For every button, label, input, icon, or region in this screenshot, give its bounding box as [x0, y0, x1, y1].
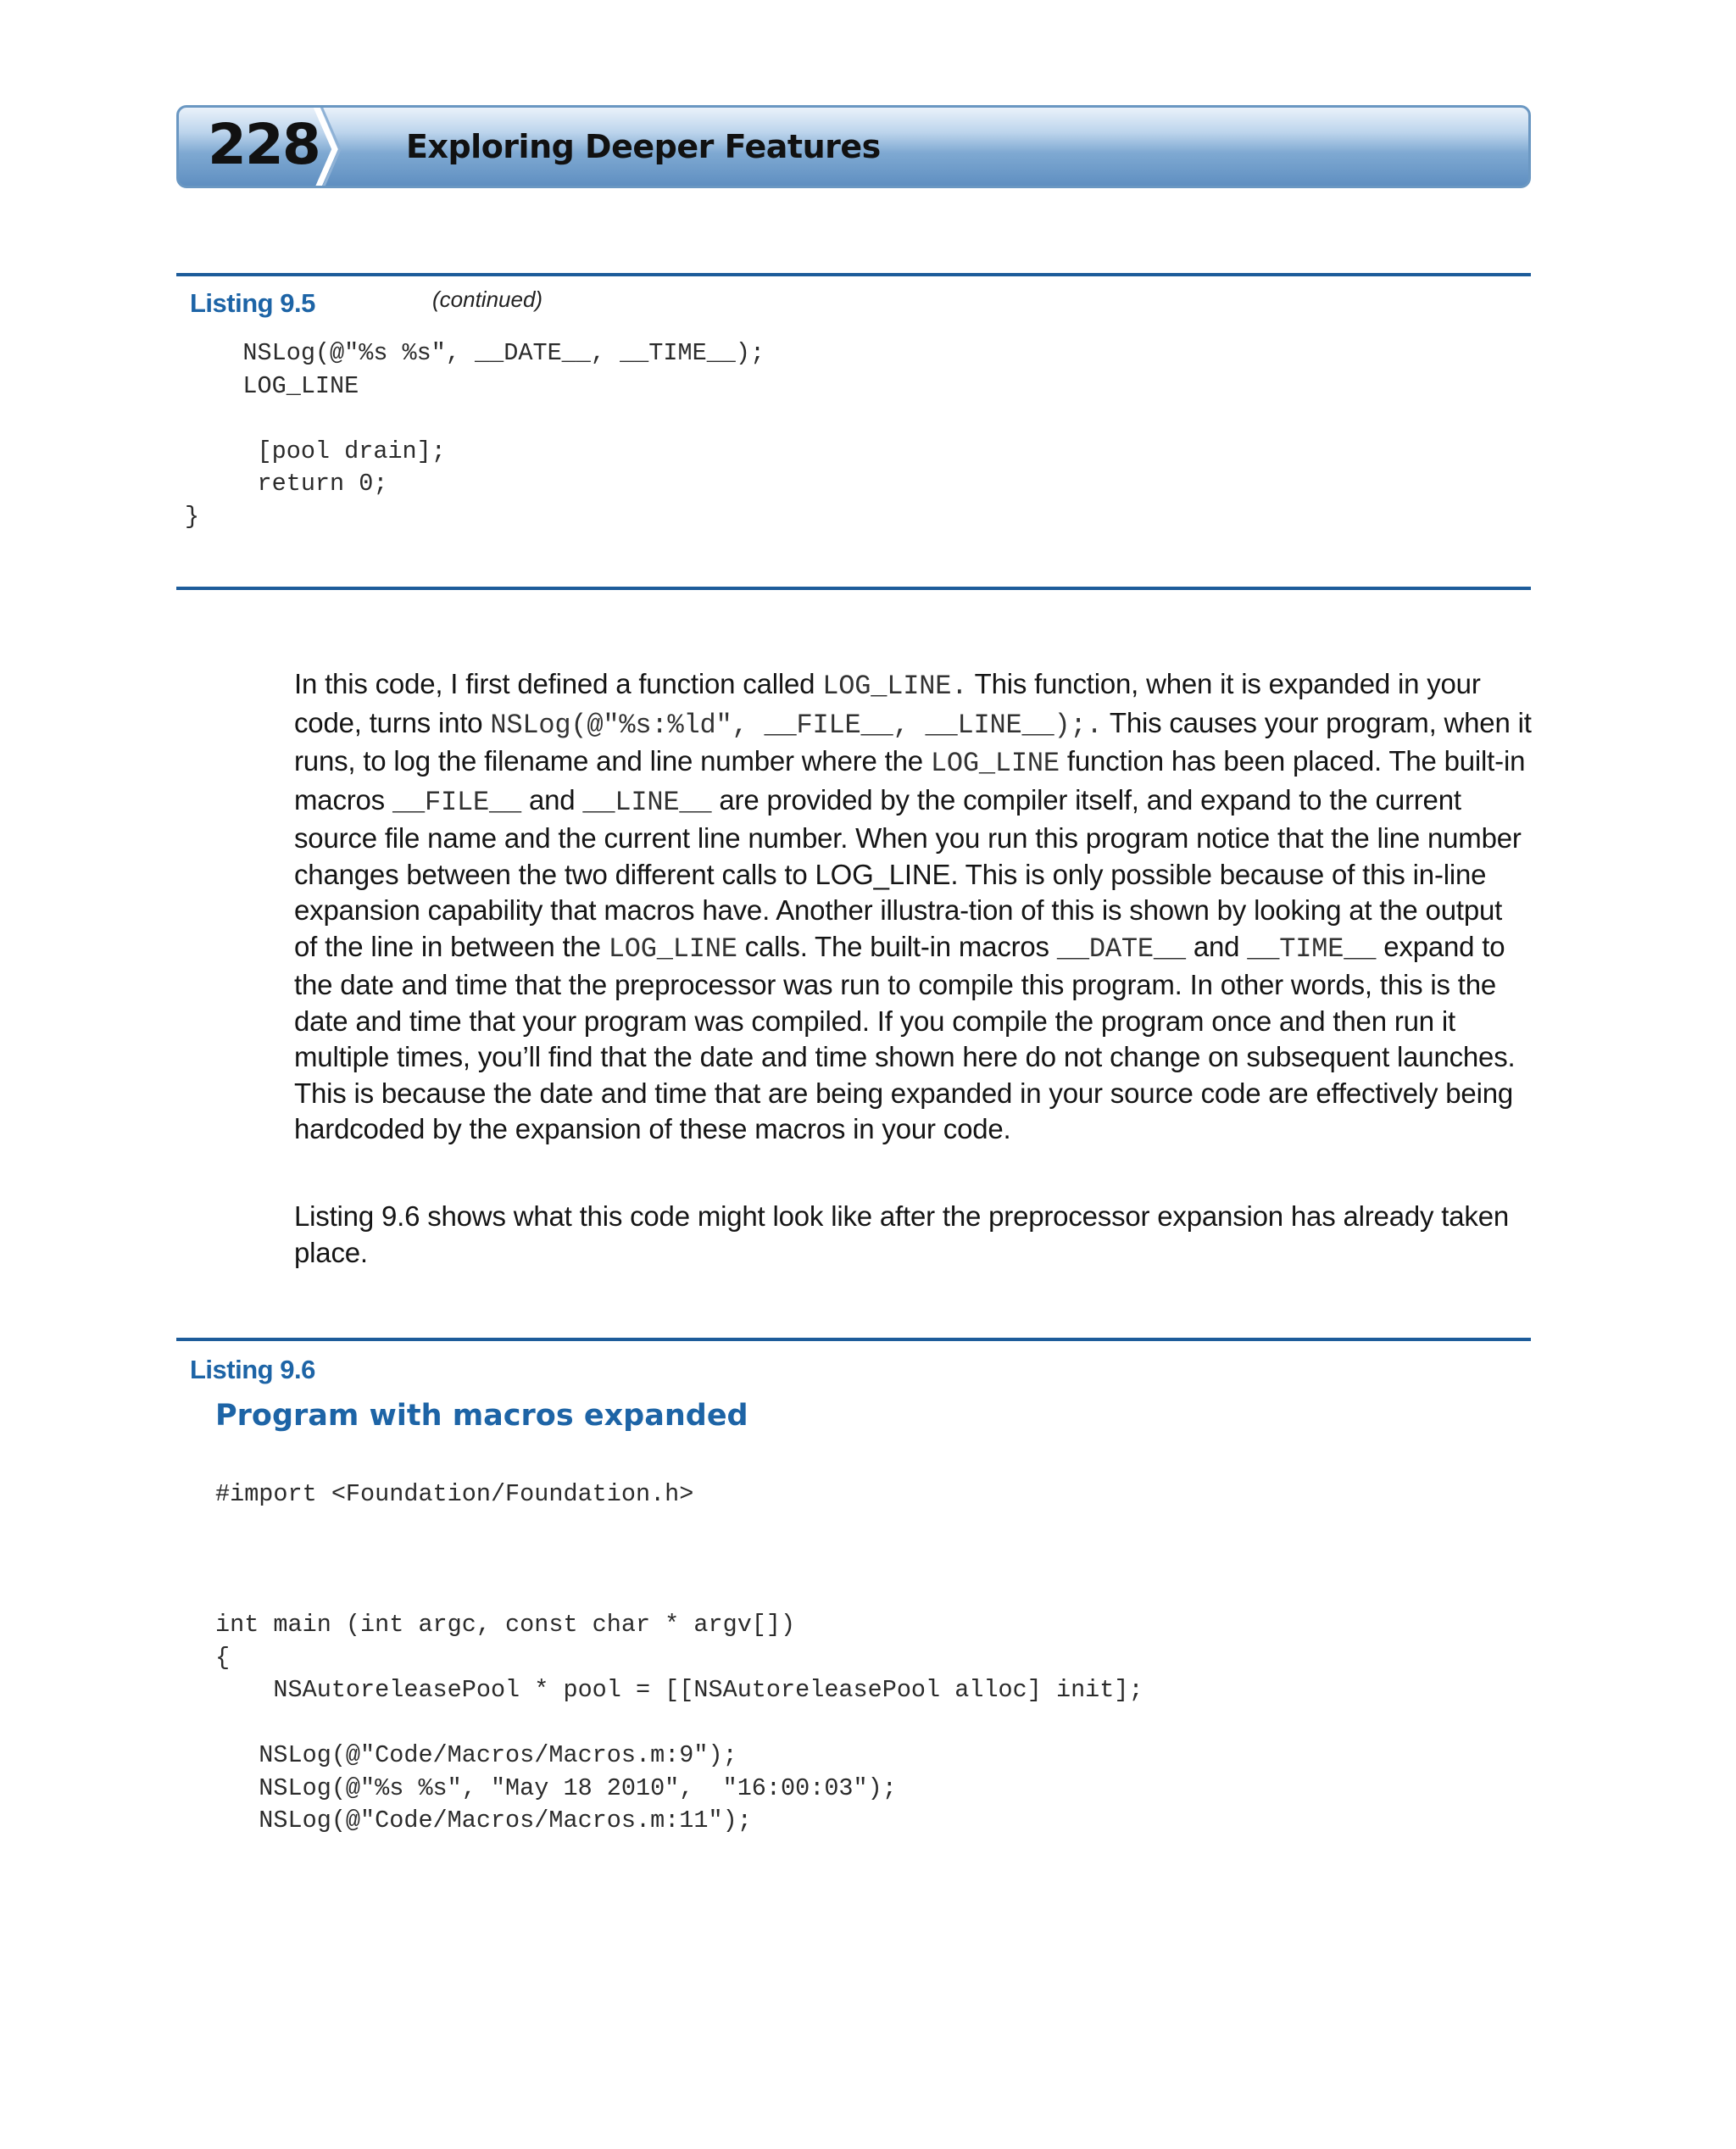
- body-text: [294, 666, 1532, 1148]
- paragraph: Listing 9.6 shows what this code might look like after the preprocessor expansion has already taken place.: [294, 1200, 1510, 1268]
- inline-code: LOG_LINE.: [822, 671, 968, 702]
- listing-top-rule: [176, 1338, 1531, 1341]
- inline-code: LOG_LINE: [608, 933, 737, 965]
- chapter-title: Exploring Deeper Features: [406, 128, 881, 165]
- page-number: 228: [208, 112, 320, 177]
- inline-code: __LINE__: [582, 786, 712, 818]
- listing-continued-note: (continued): [432, 287, 543, 312]
- paragraph: In this code, I first defined a function called LOG_LINE. This function, when it is expanded in your code, turns into NSLog(@"%s:%ld", __FILE__, __LINE__);. This causes your program, when it runs, to log the filename and line number where the LOG_LINE function has been placed. The built-in macros __FILE__ and __LINE__ are provided by the compiler itself, and expand to the current source file name and the current line number. When you run this program notice that the line number changes between the two different calls to LOG_LINE. This is only possible because of this in-line expansion capability that macros have. Another illustra-tion of this is shown by looking at the output of the line in between the LOG_LINE calls. The built-in macros __DATE__ and __TIME__ expand to the date and time that the preprocessor was run to compile this program. In other words, this is the date and time that your program was compiled. If you compile the program once and then run it multiple times, you’ll find that the date and time shown here do not change on subsequent launches. This is because the date and time that are being expanded in your source code are effectively being hardcoded by the expansion of these macros in your code.: [294, 668, 1532, 1144]
- body-text-2: [294, 1199, 1532, 1271]
- page-header-banner: [176, 105, 1531, 188]
- inline-code: NSLog(@"%s:%ld", __FILE__, __LINE__);.: [490, 709, 1103, 741]
- inline-code: __FILE__: [392, 786, 521, 818]
- inline-code: LOG_LINE: [930, 748, 1060, 779]
- chevron-divider-icon: [309, 105, 360, 188]
- listing-9-6-caption: Program with macros expanded: [215, 1399, 748, 1433]
- listing-bottom-rule: [176, 587, 1531, 590]
- listing-9-6-label: Listing 9.6: [190, 1355, 315, 1384]
- listing-top-rule: [176, 273, 1531, 276]
- listing-9-6-import-line: #import <Foundation/Foundation.h>: [215, 1480, 694, 1508]
- listing-9-5-code: NSLog(@"%s %s", __DATE__, __TIME__); LOG_LINE [pool drain]; return 0; }: [185, 339, 765, 531]
- listing-9-5-label: Listing 9.5: [190, 288, 315, 318]
- inline-code: __TIME__: [1247, 933, 1377, 965]
- listing-9-6-code: int main (int argc, const char * argv[]) { NSAutoreleasePool * pool = [[NSAutoreleasePool alloc] init]; NSLog(@"Code/Macros/Macros.m:9"); NSLog(@"%s %s", "May 18 2010", "16:00:03"); NSLog(@"Code/Macros/Macros.m:11");: [215, 1611, 1143, 1834]
- inline-code: __DATE__: [1056, 933, 1186, 965]
